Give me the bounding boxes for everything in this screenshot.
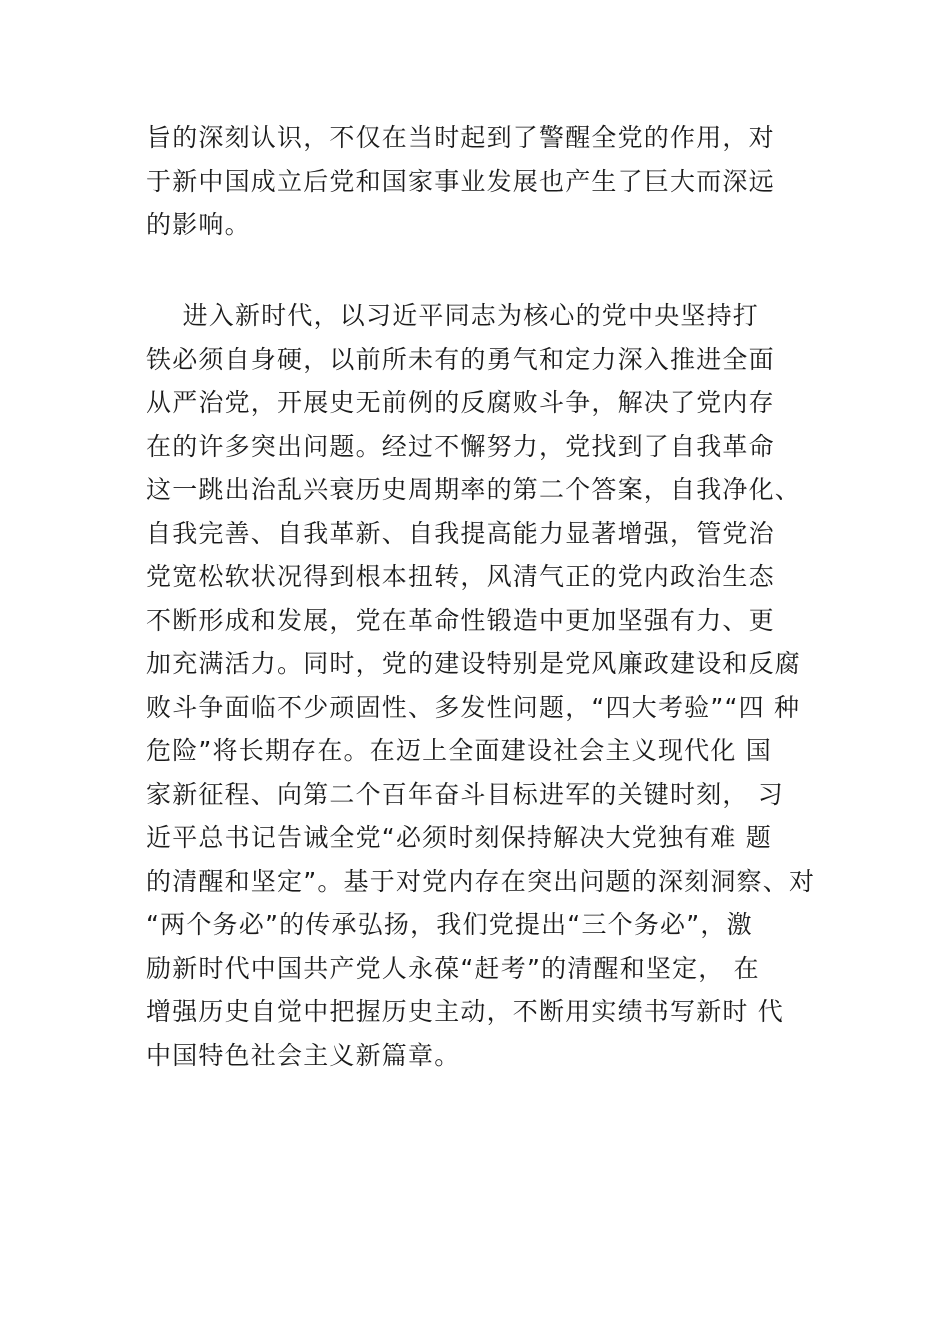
- text-line: 危险”将长期存在。在迈上全面建设社会主义现代化 国: [146, 736, 772, 765]
- text-line: 在的许多突出问题。经过不懈努力，党找到了自我革命: [146, 431, 775, 461]
- text-line: 的清醒和坚定”。基于对党内存在突出问题的深刻洞察、对: [146, 866, 816, 896]
- text-line: 加充满活力。同时，党的建设特别是党风廉政建设和反腐: [146, 649, 802, 678]
- text-line: 不断形成和发展，党在革命性锻造中更加坚强有力、更: [146, 605, 775, 635]
- paragraph-2: [146, 294, 816, 1077]
- text-line: 家新征程、向第二个百年奋斗目标进军的关键时刻， 习: [146, 779, 784, 809]
- text-line: 于新中国成立后党和国家事业发展也产生了巨大而深远: [146, 166, 775, 196]
- text-line: 败斗争面临不少顽固性、多发性问题，“四大考验”“四 种: [146, 692, 801, 722]
- text-line: 这一跳出治乱兴衰历史周期率的第二个答案，自我净化、: [146, 475, 802, 504]
- text-line: 自我完善、自我革新、自我提高能力显著增强，管党治: [146, 518, 775, 548]
- text-line: 的影响。: [146, 210, 251, 239]
- text-line: 近平总书记告诫全党“必须时刻保持解决大党独有难 题: [146, 823, 772, 852]
- text-line: 增强历史自觉中把握历史主动，不断用实绩书写新时 代: [146, 997, 784, 1026]
- text-line: 励新时代中国共产党人永葆“赶考”的清醒和坚定， 在: [146, 953, 760, 983]
- text-line: 进入新时代，以习近平同志为核心的党中央坚持打: [146, 301, 759, 330]
- text-line: 旨的深刻认识，不仅在当时起到了警醒全党的作用，对: [146, 123, 775, 152]
- text-line: 铁必须自身硬，以前所未有的勇气和定力深入推进全面: [146, 344, 775, 374]
- text-line: 党宽松软状况得到根本扭转，风清气正的党内政治生态: [146, 562, 775, 591]
- paragraph-1: [146, 116, 816, 247]
- text-line: 从严治党，开展史无前例的反腐败斗争，解决了党内存: [146, 388, 775, 417]
- text-line: 中国特色社会主义新篇章。: [146, 1040, 461, 1070]
- text-line: “两个务必”的传承弘扬，我们党提出“三个务必”，激: [146, 910, 753, 939]
